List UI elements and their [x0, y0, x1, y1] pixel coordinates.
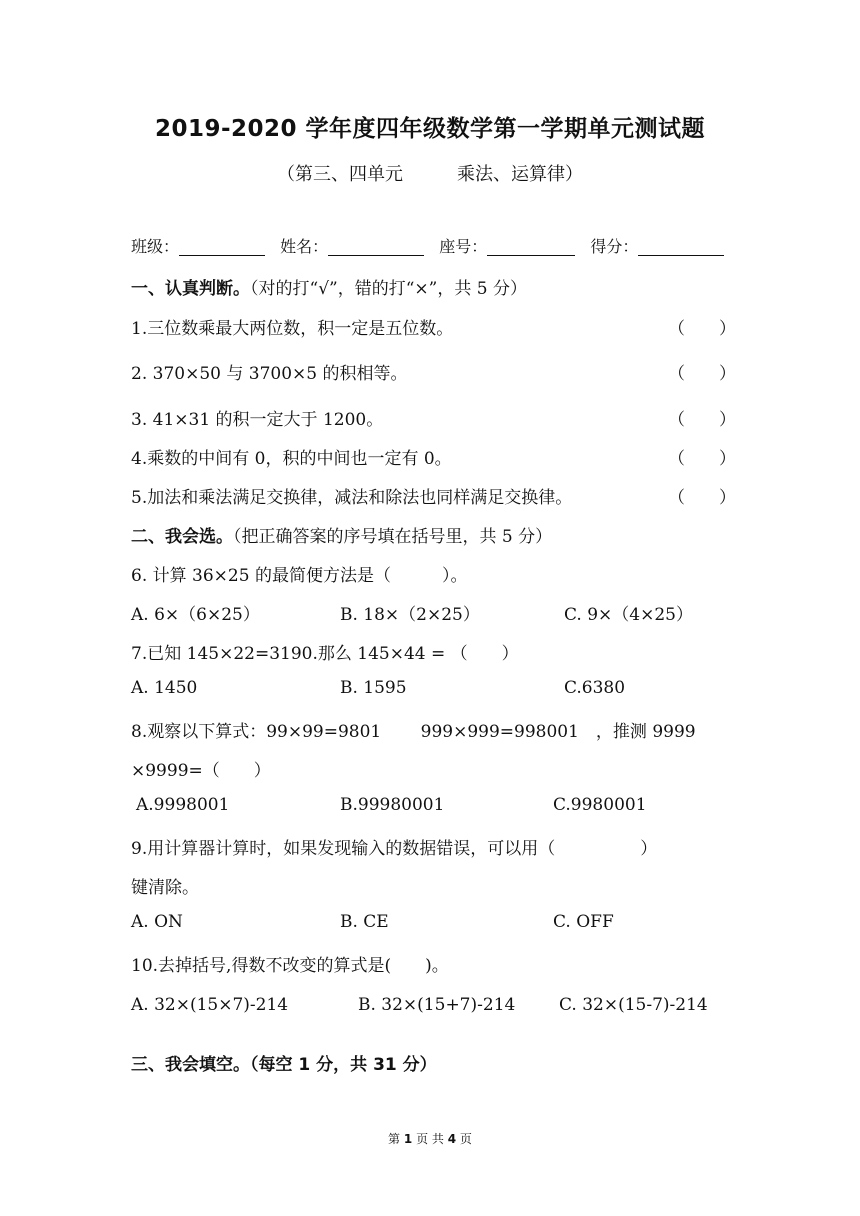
subtitle-topic: 乘法、运算律） — [457, 164, 583, 185]
name-blank[interactable] — [328, 239, 424, 256]
section2-title: 二、我会选。 — [131, 527, 233, 547]
question-9-line-1: 9.用计算器计算时，如果发现输入的数据错误，可以用（ ） — [131, 839, 658, 859]
student-info-row — [131, 234, 724, 257]
seat-blank[interactable] — [487, 239, 575, 256]
q10-option-c: C. 32×(15-7)-214 — [559, 995, 708, 1015]
q8-option-a: A.9998001 — [136, 795, 230, 815]
section1-note: （对的打“√”，错的打“×”，共 5 分） — [250, 279, 527, 299]
judge-item-5: 5.加法和乘法满足交换律，减法和除法也同样满足交换律。 — [131, 488, 573, 508]
answer-bracket-2[interactable]: （ ） — [668, 364, 736, 384]
question-10: 10.去掉括号,得数不改变的算式是( )。 — [131, 956, 449, 976]
judge-item-2: 2. 370×50 与 3700×5 的积相等。 — [131, 364, 408, 384]
answer-bracket-4[interactable]: （ ） — [668, 449, 736, 469]
answer-bracket-1[interactable]: （ ） — [668, 319, 736, 339]
score-label: 得分： — [590, 237, 639, 256]
section3-title: 三、我会填空。（每空 1 分，共 31 分） — [131, 1055, 437, 1075]
question-7: 7.已知 145×22=3190.那么 145×44 = （ ） — [131, 644, 519, 664]
q7-option-c: C.6380 — [564, 678, 626, 698]
name-label: 姓名： — [280, 237, 329, 256]
page-title: 2019-2020 学年度四年级数学第一学期单元测试题 — [154, 116, 706, 142]
section3-heading — [131, 1050, 437, 1075]
q6-option-c: C. 9×（4×25） — [564, 605, 693, 625]
q8-option-b: B.99980001 — [340, 795, 445, 815]
class-label: 班级： — [131, 237, 180, 256]
question-8-line-2: ×9999=（ ） — [131, 761, 271, 781]
class-blank[interactable] — [179, 239, 265, 256]
q10-option-a: A. 32×(15×7)-214 — [131, 995, 289, 1015]
q8-option-c: C.9980001 — [553, 795, 647, 815]
score-blank[interactable] — [638, 239, 724, 256]
q7-option-a: A. 1450 — [131, 678, 198, 698]
q9-option-a: A. ON — [131, 912, 183, 932]
answer-bracket-3[interactable]: （ ） — [668, 410, 736, 430]
section1-title: 一、认真判断。 — [131, 279, 250, 299]
section2-note: （把正确答案的序号填在括号里，共 5 分） — [233, 527, 553, 547]
section1-heading — [131, 274, 527, 299]
page-subtitle — [0, 160, 860, 186]
page-footer: 第 1 页 共 4 页 — [388, 1132, 472, 1146]
page-number: 1 — [403, 1132, 413, 1146]
q10-option-b: B. 32×(15+7)-214 — [358, 995, 516, 1015]
question-6: 6. 计算 36×25 的最简便方法是（ ）。 — [131, 566, 468, 586]
section2-heading — [131, 522, 552, 547]
q6-option-b: B. 18×（2×25） — [340, 605, 480, 625]
question-9-line-2: 键清除。 — [131, 878, 199, 898]
judge-item-1: 1.三位数乘最大两位数，积一定是五位数。 — [131, 319, 454, 339]
q6-option-a: A. 6×（6×25） — [131, 605, 260, 625]
q7-option-b: B. 1595 — [340, 678, 407, 698]
seat-label: 座号： — [439, 237, 488, 256]
answer-bracket-5[interactable]: （ ） — [668, 488, 736, 508]
subtitle-unit: （第三、四单元 — [277, 164, 403, 185]
q9-option-b: B. CE — [340, 912, 389, 932]
judge-item-3: 3. 41×31 的积一定大于 1200。 — [131, 410, 384, 430]
q9-option-c: C. OFF — [553, 912, 614, 932]
question-8-line-1: 8.观察以下算式：99×99=9801 999×999=998001 ，推测 9999 — [131, 722, 696, 742]
judge-item-4: 4.乘数的中间有 0，积的中间也一定有 0。 — [131, 449, 452, 469]
page-total: 4 — [447, 1132, 457, 1146]
